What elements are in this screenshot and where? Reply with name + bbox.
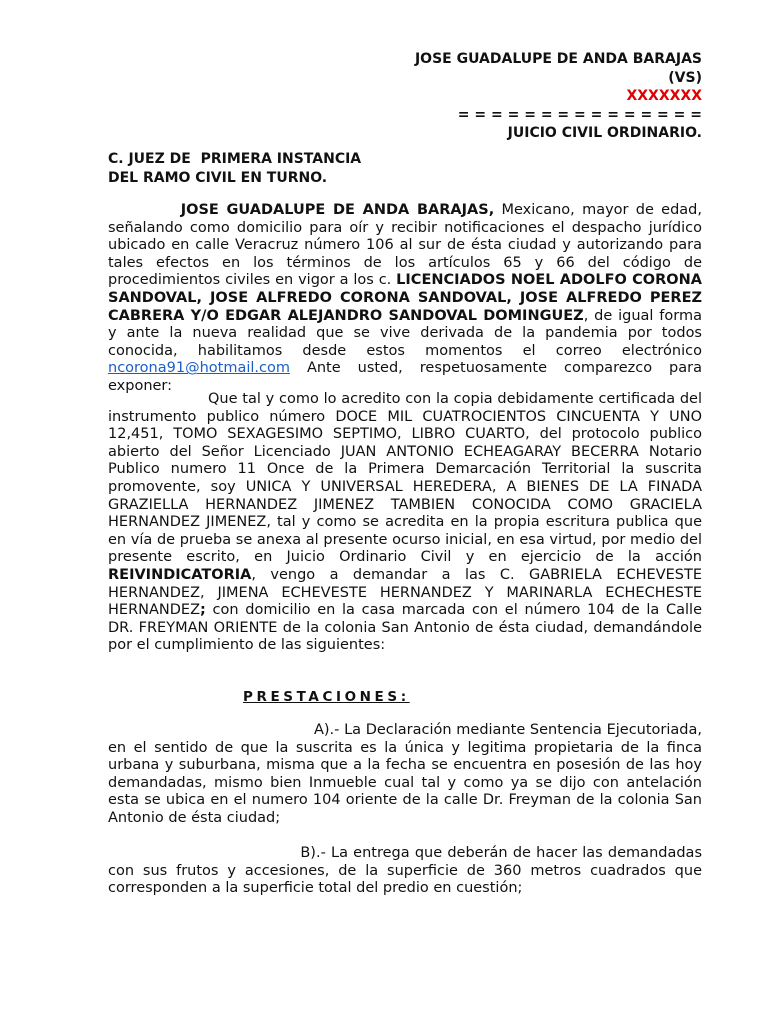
facts-paragraph xyxy=(108,391,702,655)
item-a-text: A).- La Declaración mediante Sentencia Ejecutoriada, en el sentido de que la suscrita es la única y legitima propietaria de la finca urbana y suburbana, misma que a la fecha se encuentra en posesión de las hoy demandadas, mismo bien Inmueble cual tal y como ya se dijo con antelación esta se ubica en el numero 104 oriente de la calle Dr. Freyman de la colonia San Antonio de ésta ciudad; xyxy=(108,722,702,826)
intro-text-1: Mexicano, mayor de edad, señalando como domicilio para oír y recibir notificaciones el despacho jurídico ubicado en calle Veracruz número 106 al sur de ésta ciudad y autorizando para tales efectos en los términos de los artículos 65 y 66 del código de procedimientos civiles en vigor a los c. xyxy=(108,202,702,289)
facts-text-3: con domicilio en la casa marcada con el número 104 de la Calle DR. FREYMAN ORIENTE de la colonia San Antonio de ésta ciudad, demandándole por el cumplimiento de las siguientes: xyxy=(108,602,702,654)
plaintiff-name-inline: JOSE GUADALUPE DE ANDA BARAJAS, xyxy=(180,202,495,218)
case-type: JUICIO CIVIL ORDINARIO. xyxy=(507,125,702,141)
intro-text-3: Ante usted, respetuosamente comparezco para exponer: xyxy=(108,360,702,394)
addressee-line-2: DEL RAMO CIVIL EN TURNO. xyxy=(108,169,328,186)
item-indent xyxy=(108,845,300,861)
item-indent xyxy=(108,722,314,738)
intro-text-2: , de igual forma y ante la nueva realidad que se vive derivada de la pandemia por todos conocida, habilitamos desde estos momentos el correo electrónico xyxy=(108,307,702,359)
defendant-placeholder: XXXXXXX xyxy=(626,88,702,104)
semicolon: ; xyxy=(200,602,206,619)
authorized-lawyers: LICENCIADOS NOEL ADOLFO CORONA SANDOVAL, JOSE ALFREDO CORONA SANDOVAL, JOSE ALFREDO PEREZ CABRERA Y/O EDGAR ALEJANDRO SANDOVAL DOMINGUEZ xyxy=(108,272,702,324)
prestaciones-heading: PRESTACIONES: xyxy=(243,689,410,705)
item-b-text: B).- La entrega que deberán de hacer las demandadas con sus frutos y accesiones, de la superficie de 360 metros cuadrados que corresponden a la superficie total del predio en cuestión; xyxy=(108,845,702,897)
addressee-line-1: C. JUEZ DE PRIMERA INSTANCIA xyxy=(108,151,362,167)
header-separator: = = = = = = = = = = = = = = = xyxy=(457,106,702,123)
versus-label: (VS) xyxy=(668,69,702,86)
facts-text-2: , vengo a demandar a las C. GABRIELA ECHEVESTE HERNANDEZ, JIMENA ECHEVESTE HERNANDEZ Y MARINARLA ECHECHESTE HERNANDEZ xyxy=(108,566,702,619)
email-link[interactable]: ncorona91@hotmail.com xyxy=(108,360,290,377)
paragraph-indent xyxy=(108,391,208,407)
prestacion-item-a xyxy=(108,722,702,828)
plaintiff-name: JOSE GUADALUPE DE ANDA BARAJAS xyxy=(414,51,702,67)
facts-text-1: Que tal y como lo acredito con la copia debidamente certificada del instrumento publico número DOCE MIL CUATROCIENTOS CINCUENTA Y UNO 12,451, TOMO SEXAGESIMO SEPTIMO, LIBRO CUARTO, del protocolo publico abierto del Señor Licenciado JUAN ANTONIO ECHEAGARAY BECERRA Notario Publico numero 11 Once de la Primera Demarcación Territorial la suscrita promovente, soy UNICA Y UNIVERSAL HEREDERA, A BIENES DE LA FINADA GRAZIELLA HERNANDEZ JIMENEZ TAMBIEN CONOCIDA COMO GRACIELA HERNANDEZ JIMENEZ, tal y como se acredita en la propia escritura publica que en vía de prueba se anexa al presente ocurso inicial, en esa virtud, por medio del presente escrito, en Juicio Ordinario Civil y en ejercicio de la acción xyxy=(108,391,703,566)
case-header xyxy=(415,50,702,143)
intro-paragraph xyxy=(108,202,702,396)
paragraph-indent xyxy=(108,202,181,218)
action-name: REIVINDICATORIA xyxy=(108,566,252,583)
prestacion-item-b xyxy=(108,845,702,898)
addressee xyxy=(108,150,361,187)
